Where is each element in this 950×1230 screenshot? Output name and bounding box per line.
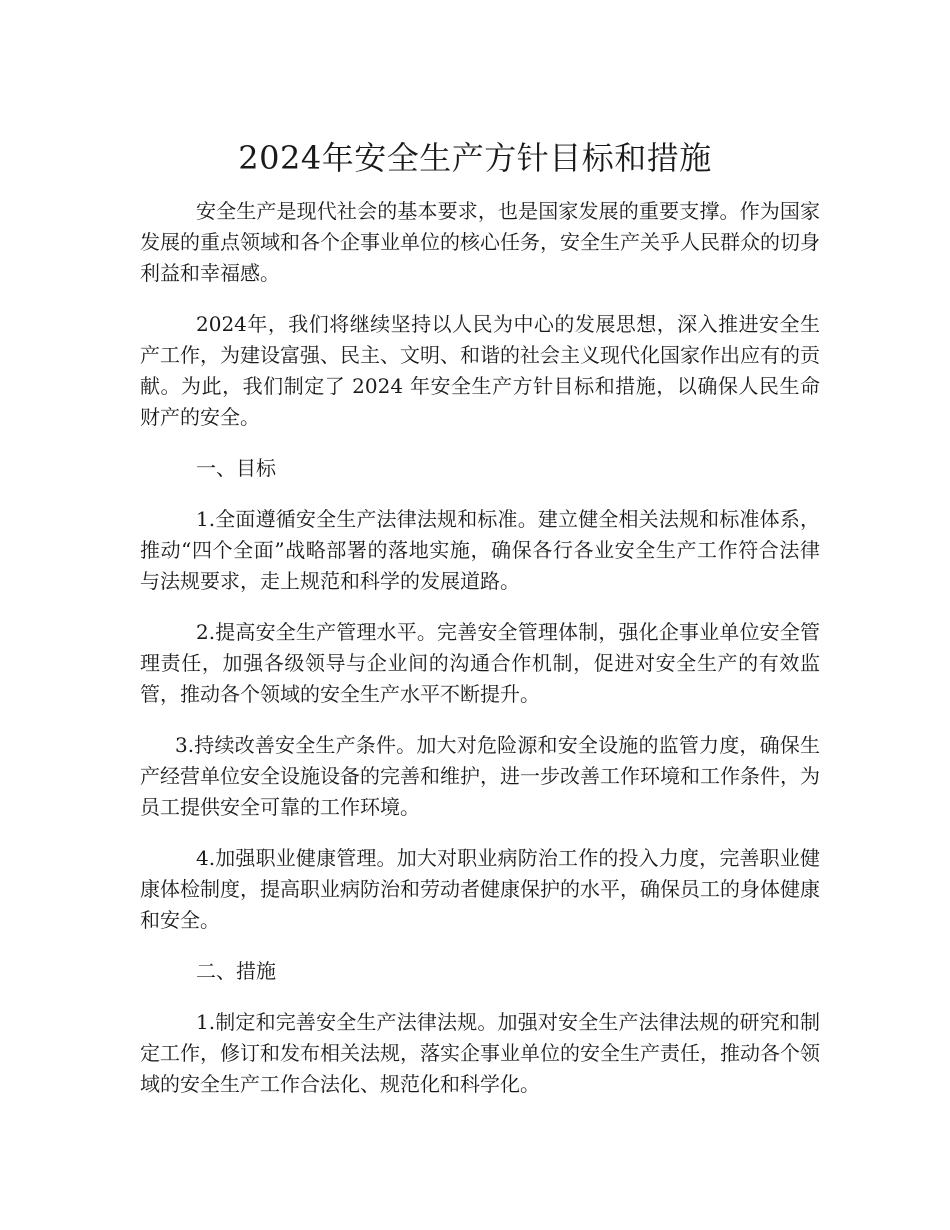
section-heading-goals: 一、目标 (196, 456, 276, 480)
section-heading-measures: 二、措施 (196, 959, 276, 983)
document-body (140, 196, 820, 1120)
goal-item-3: 3.持续改善安全生产条件。加大对危险源和安全设施的监管力度，确保生产经营单位安全设施设备的完善和维护，进一步改善工作环境和工作条件，为员工提供安全可靠的工作环境。 (140, 733, 820, 819)
goal-item-1: 1.全面遵循安全生产法律法规和标准。建立健全相关法规和标准体系，推动“四个全面”战略部署的落地实施，确保各行各业安全生产工作符合法律与法规要求，走上规范和科学的发展道路。 (140, 507, 820, 593)
document-title: 2024年安全生产方针目标和措施 (238, 139, 712, 177)
goal-item-4: 4.加强职业健康管理。加大对职业病防治工作的投入力度，完善职业健康体检制度，提高职业病防治和劳动者健康保护的水平，确保员工的身体健康和安全。 (140, 846, 820, 932)
goal-item-2: 2.提高安全生产管理水平。完善安全管理体制，强化企事业单位安全管理责任，加强各级领导与企业间的沟通合作机制，促进对安全生产的有效监管，推动各个领域的安全生产水平不断提升。 (140, 620, 820, 706)
plan-paragraph: 2024年，我们将继续坚持以人民为中心的发展思想，深入推进安全生产工作，为建设富强、民主、文明、和谐的社会主义现代化国家作出应有的贡献。为此，我们制定了 2024 年安全生产方针目标和措施，以确保人民生命财产的安全。 (140, 312, 820, 429)
intro-paragraph: 安全生产是现代社会的基本要求，也是国家发展的重要支撑。作为国家发展的重点领域和各个企事业单位的核心任务，安全生产关乎人民群众的切身利益和幸福感。 (140, 199, 820, 285)
measure-item-1: 1.制定和完善安全生产法律法规。加强对安全生产法律法规的研究和制定工作，修订和发布相关法规，落实企事业单位的安全生产责任，推动各个领域的安全生产工作合法化、规范化和科学化。 (140, 1010, 820, 1096)
